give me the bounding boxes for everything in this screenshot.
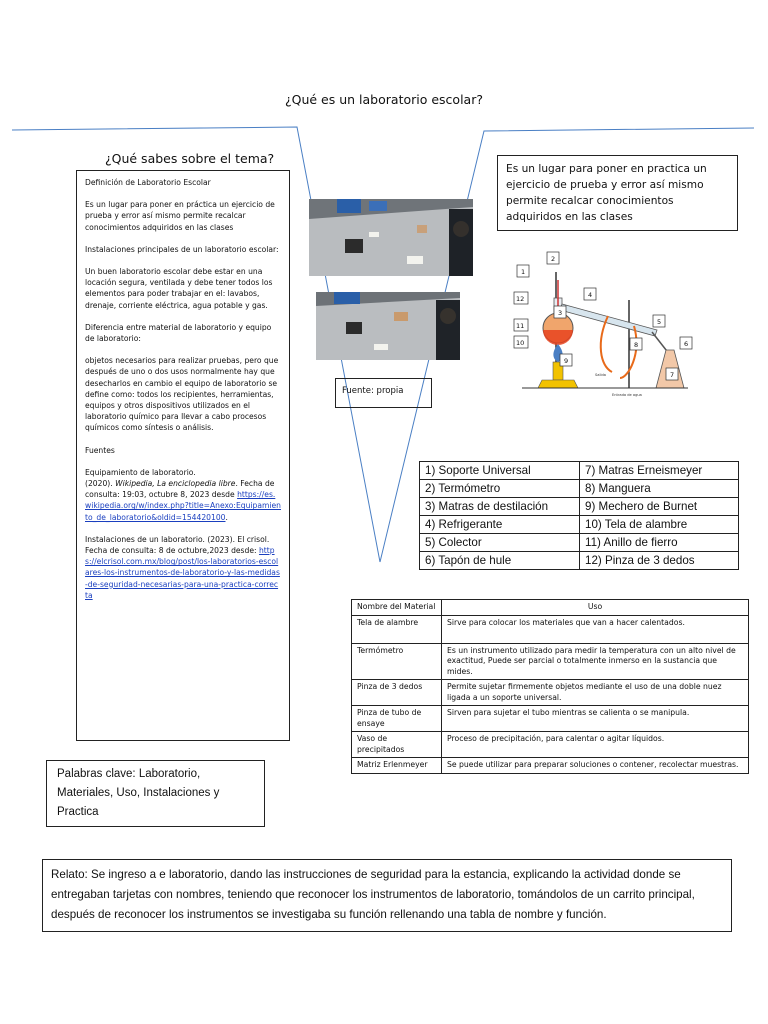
table-cell: 1) Soporte Universal: [420, 462, 580, 480]
table-cell: Termómetro: [352, 643, 442, 680]
table-row: [420, 480, 739, 498]
table-cell: 6) Tapón de hule: [420, 552, 580, 570]
diagram-small-text: Entrada de agua: [612, 393, 642, 397]
diagram-label: 3: [558, 309, 563, 317]
table-row: [420, 462, 739, 480]
diagram-label: 12: [516, 295, 525, 303]
parts-table: [419, 461, 739, 570]
info-box: [76, 170, 290, 741]
table-cell: Pinza de tubo de ensaye: [352, 706, 442, 732]
table-row: [352, 680, 749, 706]
source-1: [85, 467, 281, 523]
installations-heading: Instalaciones principales de un laboratorio escolar:: [85, 244, 279, 254]
table-cell: Vaso de precipitados: [352, 732, 442, 758]
source-1-italic: Wikipedia, La enciclopedia libre: [115, 479, 236, 489]
table-row: [352, 758, 749, 774]
table-cell: 7) Matras Erneismeyer: [580, 462, 739, 480]
table-cell: 2) Termómetro: [420, 480, 580, 498]
table-cell: Sirven para sujetar el tubo mientras se calienta o se manipula.: [442, 706, 749, 732]
diagram-label: 4: [588, 291, 593, 299]
table-row: [420, 516, 739, 534]
definition-heading: Definición de Laboratorio Escolar: [85, 178, 211, 187]
diagram-label: 7: [670, 371, 675, 379]
sources-heading: Fuentes: [85, 445, 115, 455]
page-subtitle: ¿Qué sabes sobre el tema?: [105, 151, 275, 166]
diagram-label: 5: [657, 318, 662, 326]
diagram-label: 6: [684, 340, 689, 348]
source-1-title: Equipamiento de laboratorio.: [85, 467, 196, 477]
table-row: [352, 615, 749, 643]
source-1-end: .: [225, 512, 228, 522]
difference-text: objetos necesarios para realizar pruebas, pero que después de uno o dos usos normalmente hay que desecharlos en cambio el equipo de laboratorio se define como: todos los recipientes, herramientas, equipos y otros dispositivos utilizados en el laboratorio químico para llevar a cabo procesos químicos como síntesis o análisis.: [85, 356, 279, 433]
table-cell: 11) Anillo de fierro: [580, 534, 739, 552]
source-1-year: (2020).: [85, 479, 116, 489]
diagram-label: 1: [521, 268, 526, 276]
definition-box: Es un lugar para poner en practica un ejercicio de prueba y error así mismo permite recalcar conocimientos adquiridos en las clases: [497, 155, 738, 231]
table-cell: 4) Refrigerante: [420, 516, 580, 534]
lab-photo-2: [316, 292, 460, 360]
header-cell: Uso: [442, 600, 749, 616]
page-title: ¿Qué es un laboratorio escolar?: [285, 92, 483, 107]
diagram-label: 11: [516, 322, 525, 330]
diagram-label: 2: [551, 255, 556, 263]
table-row: [352, 732, 749, 758]
installations-text: Un buen laboratorio escolar debe estar en una locación segura, ventilada y debe tener todos los elementos para poder trabajar en el: lavabos, drenaje, corriente eléctrica, agua potable y gas.: [85, 267, 273, 310]
source-2-text: Instalaciones de un laboratorio. (2023). El crisol. Fecha de consulta: 8 de octubre,2023 desde:: [85, 534, 270, 556]
diagram-label: 9: [564, 357, 569, 365]
table-cell: 9) Mechero de Burnet: [580, 498, 739, 516]
table-cell: Permite sujetar firmemente objetos mediante el uso de una doble nuez ligada a un soporte universal.: [442, 680, 749, 706]
table-cell: Es un instrumento utilizado para medir la temperatura con un alto nivel de exactitud, Puede ser parcial o totalmente inmerso en la sustancia que mides.: [442, 643, 749, 680]
uso-table: [351, 599, 749, 774]
header-cell: Nombre del Material: [352, 600, 442, 616]
source-2: [85, 534, 281, 601]
table-cell: 8) Manguera: [580, 480, 739, 498]
table-cell: Tela de alambre: [352, 615, 442, 643]
definition-text: Es un lugar para poner en práctica un ejercicio de prueba y error así mismo permite recalcar conocimientos adquiridos en las clases: [85, 200, 275, 232]
table-row: [352, 706, 749, 732]
diagram-small-text: Salida: [595, 373, 606, 377]
table-row: [420, 534, 739, 552]
table-cell: Proceso de precipitación, para calentar o agitar líquidos.: [442, 732, 749, 758]
table-row: [420, 552, 739, 570]
table-cell: 10) Tela de alambre: [580, 516, 739, 534]
table-cell: Sirve para colocar los materiales que van a hacer calentados.: [442, 615, 749, 643]
diagram-label: 10: [516, 339, 525, 347]
table-cell: Pinza de 3 dedos: [352, 680, 442, 706]
difference-heading: Diferencia entre material de laboratorio y equipo de laboratorio:: [85, 322, 272, 344]
lab-photo-1: [309, 199, 473, 276]
distillation-diagram: [512, 250, 695, 410]
table-cell: Matriz Erlenmeyer: [352, 758, 442, 774]
source-1-rest: . Fecha de consulta: 19:03, octubre 8, 2023 desde: [85, 479, 275, 500]
table-cell: 12) Pinza de 3 dedos: [580, 552, 739, 570]
table-header-row: [352, 600, 749, 616]
table-cell: Se puede utilizar para preparar soluciones o contener, recolectar muestras.: [442, 758, 749, 774]
table-row: [420, 498, 739, 516]
table-cell: 3) Matras de destilación: [420, 498, 580, 516]
table-cell: 5) Colector: [420, 534, 580, 552]
source-1-link[interactable]: https://es.wikipedia.org/w/index.php?title=Anexo:Equipamiento_de_laboratorio&oldid=154420100: [85, 490, 281, 522]
source-2-link[interactable]: https://elcrisol.com.mx/blog/post/los-laboratorios-escolares-los-instrumentos-de-laboratorio-y-las-medidas-de-seguridad-necesarias-para-una-practica-correcta: [85, 546, 280, 600]
diagram-label: 8: [634, 341, 639, 349]
photo-caption: Fuente: propia: [335, 378, 432, 408]
table-row: [352, 643, 749, 680]
keywords-box: Palabras clave: Laboratorio, Materiales, Uso, Instalaciones y Practica: [46, 760, 265, 827]
relato-box: Relato: Se ingreso a e laboratorio, dando las instrucciones de seguridad para la estancia, explicando la actividad donde se entregaban tarjetas con nombres, teniendo que reconocer los instrumentos de laboratorio, tomándolos de un carrito principal, después de reconocer los instrumentos se investigaba su función rellenando una tabla de nombre y función.: [42, 859, 732, 932]
